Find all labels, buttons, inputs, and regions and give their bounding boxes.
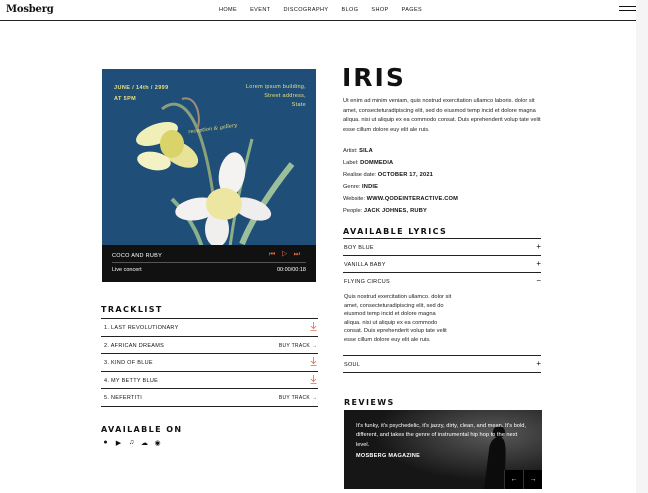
lyric-item-open[interactable]: FLYING CIRCUS − Quis nostrud exercitation ullamco. dolor sit amet, consecteturadipiscing elit, sed do eiusmod temp incid et dolore magna aliqua. nisi ut aliquip ex ea commodo consat. Duis eprehenderit volup tate velit esse cillum dolore euy elit ale ruis. [343, 272, 541, 355]
site-logo[interactable]: Mosberg [6, 4, 54, 15]
download-icon[interactable] [310, 322, 317, 331]
lyric-text: Quis nostrud exercitation ullamco. dolor sit amet, consecteturadipiscing elit, sed do eiusmod temp incid et dolore magna aliqua. nisi ut aliquip ex ea commodo consat. Duis eprehenderit volup tate velit esse cillum dolore euy elit ale ruis. [344, 294, 452, 343]
lyric-item[interactable]: BOY BLUE + [343, 238, 541, 255]
meta-release-date: Realise date: OCTOBER 17, 2021 [343, 172, 434, 178]
plus-icon[interactable]: + [536, 242, 541, 251]
youtube-icon[interactable]: ▶ [115, 440, 122, 447]
tracklist [101, 318, 318, 407]
main-nav [219, 7, 435, 13]
minus-icon[interactable]: − [536, 276, 541, 285]
player-progress-bar[interactable] [112, 262, 306, 263]
nav-discography[interactable]: DISCOGRAPHY [283, 7, 329, 13]
album-title: IRIS [342, 63, 406, 92]
hamburger-menu-icon[interactable] [619, 6, 637, 13]
divider [101, 406, 318, 407]
lyrics-accordion [343, 238, 541, 373]
music-note-icon[interactable]: ♫ [128, 439, 135, 446]
page-scrollbar[interactable] [636, 0, 648, 493]
nav-pages[interactable]: PAGES [401, 7, 423, 13]
available-on-heading: AVAILABLE ON [101, 425, 183, 434]
album-meta [343, 145, 458, 217]
meta-genre: Genre: INDIE [343, 184, 379, 190]
album-cover [102, 69, 316, 282]
review-card [344, 410, 542, 489]
player-track-title: COCO AND RUBY [112, 253, 163, 259]
meta-website: Website: WWW.QODEINTERACTIVE.COM [343, 196, 459, 202]
arrow-left-icon[interactable]: ← [504, 470, 523, 489]
download-icon[interactable] [310, 357, 317, 366]
audio-player [102, 245, 316, 282]
divider [343, 372, 541, 373]
review-nav [504, 470, 542, 489]
arrow-right-icon[interactable]: → [523, 470, 542, 489]
site-header [0, 0, 636, 21]
spotify-icon[interactable]: ● [103, 439, 108, 446]
lyric-item[interactable]: SOUL + [343, 355, 541, 372]
track-row: 4. MY BETTY BLUE [101, 371, 318, 389]
buy-track-button[interactable]: BUY TRACK → [278, 342, 317, 349]
player-time: 00:00/00:18 [276, 267, 306, 273]
tracklist-heading: TRACKLIST [101, 305, 163, 314]
review-quote: It's funky, it's psychedelic, it's jazzy, dirty, clean, and mean. It's bold, different, and takes the genre of instrumental hip hop to the next level. [356, 423, 526, 448]
script-caption: reception & gallery [187, 122, 238, 136]
meta-label: Label: DOMMEDIA [343, 160, 394, 166]
track-row: 3. KIND OF BLUE [101, 353, 318, 371]
buy-track-button[interactable]: BUY TRACK → [278, 395, 317, 401]
download-icon[interactable] [310, 375, 317, 384]
lyrics-heading: AVAILABLE LYRICS [343, 227, 448, 236]
next-icon[interactable]: ⏭ [293, 251, 306, 258]
event-date: JUNE / 14th / 2999 AT 5PM [114, 85, 169, 102]
lyric-item[interactable]: VANILLA BABY + [343, 255, 541, 272]
nav-event[interactable]: EVENT [250, 7, 271, 13]
plus-icon[interactable]: + [536, 259, 541, 268]
player-subtitle: Live concert [112, 267, 142, 273]
album-description: Ut enim ad minim veniam, quis nostrud exercitation ullamco laboris. dolor sit amet, consecteturadipiscing elit, sed do eiusmod temp incid et dolore magna aliqua. nisi ut aliquip ex ea commodo consat. Duis eprehenderit volup tate velit esse cillum dolore euy elit ale ruis. [343, 98, 541, 134]
plus-icon[interactable]: + [536, 359, 541, 368]
play-icon[interactable]: ▷ [281, 251, 294, 258]
event-address: Lorem ipsum building, Street address, State [245, 84, 306, 108]
nav-blog[interactable]: BLOG [341, 7, 359, 13]
reviews-heading: REVIEWS [344, 398, 395, 407]
track-row: 5. NEFERTITI BUY TRACK → [101, 388, 318, 406]
track-row: 1. LAST REVOLUTIONARY [101, 318, 318, 336]
track-row: 2. AFRICAN DREAMS BUY TRACK → [101, 336, 318, 354]
nav-shop[interactable]: SHOP [371, 7, 389, 13]
nav-home[interactable]: HOME [219, 7, 238, 13]
deezer-icon[interactable]: ◉ [154, 440, 161, 447]
previous-icon[interactable]: ⏮ [269, 251, 282, 258]
soundcloud-icon[interactable]: ☁ [141, 440, 148, 447]
review-source: MOSBERG MAGAZINE [356, 453, 421, 459]
meta-artist: Artist: SILA [343, 148, 373, 154]
streaming-links [102, 439, 161, 447]
meta-people: People: JACK JOHNES, RUBY [343, 208, 428, 214]
player-controls [269, 251, 306, 259]
